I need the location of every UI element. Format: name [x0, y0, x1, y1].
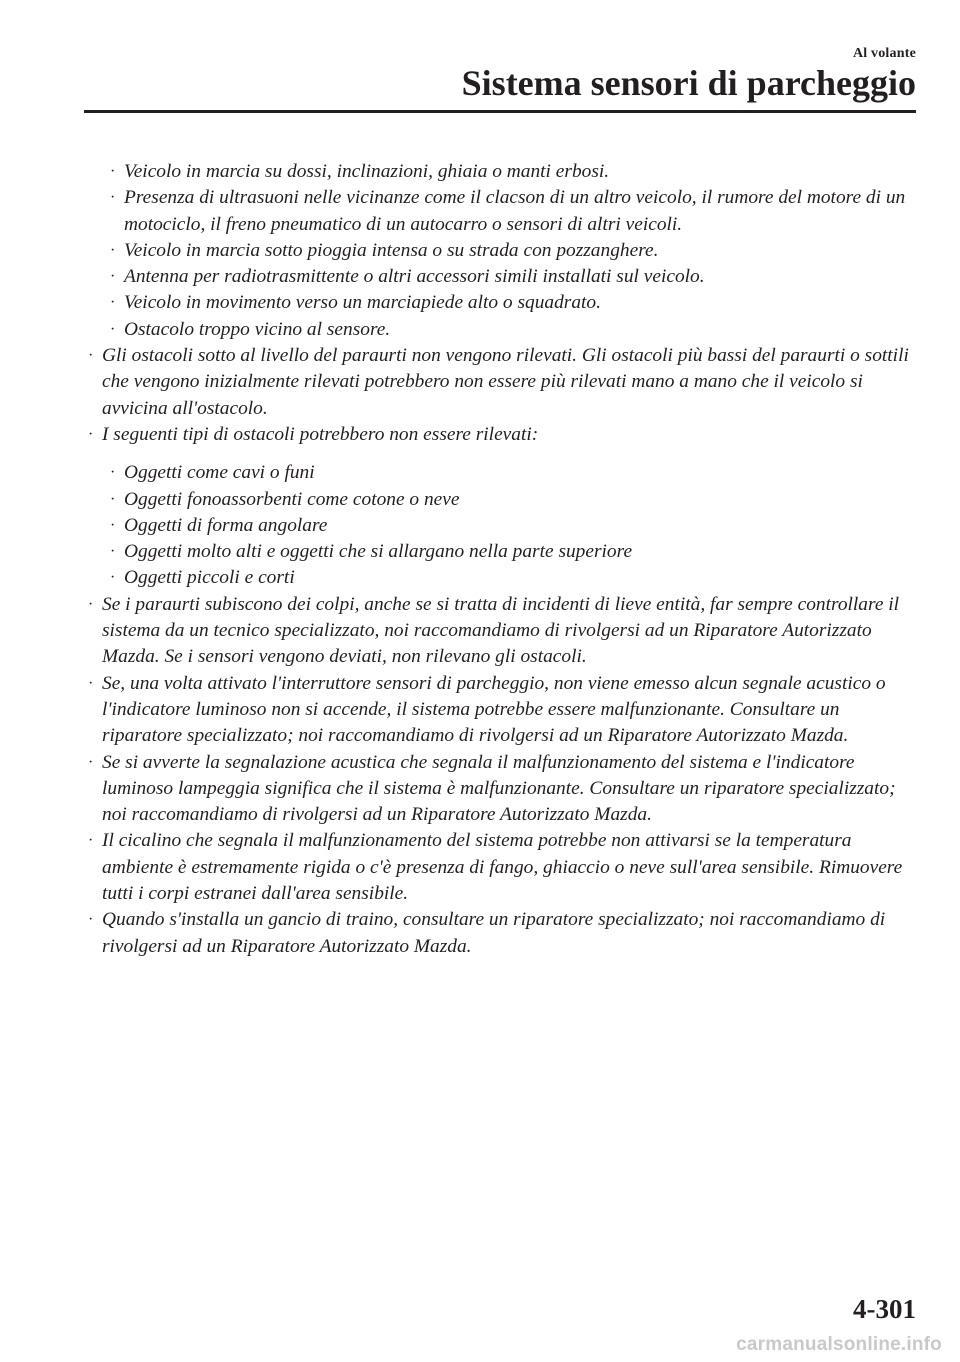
bullet-icon: ·	[88, 674, 94, 692]
list-item: · Se i paraurti subiscono dei colpi, anche se si tratta di incidenti di lieve entità, far sempre controllare il sistema da un tecnico specializzato, noi raccomandiamo di rivolgersi ad un Riparatore Autorizzato Mazda. Se i sensori vengono deviati, non rilevano gli ostacoli.	[88, 593, 900, 668]
bullet-icon: ·	[88, 347, 94, 365]
bullet-icon: ·	[88, 595, 94, 613]
sub-list-item: · Ostacolo troppo vicino al sensore.	[106, 317, 916, 343]
sub-list-item: · Antenna per radiotrasmittente o altri accessori simili installati sul veicolo.	[106, 264, 916, 290]
list-item: · Il cicalino che segnala il malfunzionamento del sistema potrebbe non attivarsi se la temperatura ambiente è estremamente rigida o c'è presenza di fango, ghiaccio o neve sull'area sensibile. Rimuovere tutti i corpi estranei dall'area sensibile.	[88, 830, 903, 905]
page-number: 4-301	[853, 1294, 916, 1324]
header-section-label: Al volante	[852, 46, 916, 61]
bullet-icon: ·	[110, 163, 116, 180]
list-item: · Se si avverte la segnalazione acustica che segnala il malfunzionamento del sistema e l'indicatore luminoso lampeggia significa che il sistema è malfunzionante. Consultare un riparatore specializzato; noi raccomandiamo di rivolgersi ad un Riparatore Autorizzato Mazda.	[88, 751, 896, 826]
bullet-icon: ·	[110, 569, 116, 587]
header-divider	[84, 110, 916, 113]
sub-list-item: · Veicolo in marcia su dossi, inclinazioni, ghiaia o manti erbosi.	[106, 159, 916, 185]
bullet-icon: ·	[110, 320, 116, 338]
bullet-icon: ·	[88, 911, 94, 929]
list-item: · I seguenti tipi di ostacoli potrebbero non essere rilevati:	[84, 422, 916, 448]
list-item: · Gli ostacoli sotto al livello del paraurti non vengono rilevati. Gli ostacoli più bassi del paraurti o sottili che vengono inizialmente rilevati potrebbero non essere più rilevati mano a mano che il veicolo si avvicina all'ostacolo.	[88, 345, 909, 419]
bullet-icon: ·	[110, 543, 116, 561]
sub-list-item: · Oggetti fonoassorbenti come cotone o neve	[106, 487, 916, 513]
bullet-icon: ·	[110, 241, 116, 259]
bullet-icon: ·	[110, 294, 116, 312]
bullet-icon: ·	[110, 516, 116, 534]
bullet-icon: ·	[88, 832, 94, 850]
document-body	[84, 159, 916, 960]
bullet-icon: ·	[110, 189, 116, 207]
bullet-icon: ·	[88, 753, 94, 771]
bullet-icon: ·	[110, 464, 116, 482]
sub-list-item: · Oggetti piccoli e corti	[106, 565, 916, 591]
sub-list-item: · Veicolo in marcia sotto pioggia intensa o su strada con pozzanghere.	[106, 238, 916, 264]
bullet-icon: ·	[88, 425, 94, 443]
footer-watermark-url: carmanualsonline.info	[736, 1334, 942, 1355]
sub-list-item: · Presenza di ultrasuoni nelle vicinanze come il clacson di un altro veicolo, il rumore del motore di un motociclo, il freno pneumatico di un autocarro o sensori di altri veicoli.	[110, 187, 906, 235]
sub-list-item: · Veicolo in movimento verso un marciapiede alto o squadrato.	[106, 290, 916, 316]
sub-list-item: · Oggetti di forma angolare	[106, 513, 916, 539]
bullet-icon: ·	[110, 490, 116, 508]
bullet-icon: ·	[110, 268, 116, 286]
list-item: · Se, una volta attivato l'interruttore sensori di parcheggio, non viene emesso alcun segnale acustico o l'indicatore luminoso non si accende, il sistema potrebbe essere malfunzionante. Consultare un riparatore specializzato; noi raccomandiamo di rivolgersi ad un Riparatore Autorizzato Mazda.	[88, 672, 886, 747]
list-item: · Quando s'installa un gancio di traino, consultare un riparatore specializzato; noi raccomandiamo di rivolgersi ad un Riparatore Autorizzato Mazda.	[88, 909, 886, 957]
sub-list-item: · Oggetti molto alti e oggetti che si allargano nella parte superiore	[106, 539, 916, 565]
sub-list-item: · Oggetti come cavi o funi	[106, 460, 916, 486]
page-title: Sistema sensori di parcheggio	[461, 63, 916, 103]
